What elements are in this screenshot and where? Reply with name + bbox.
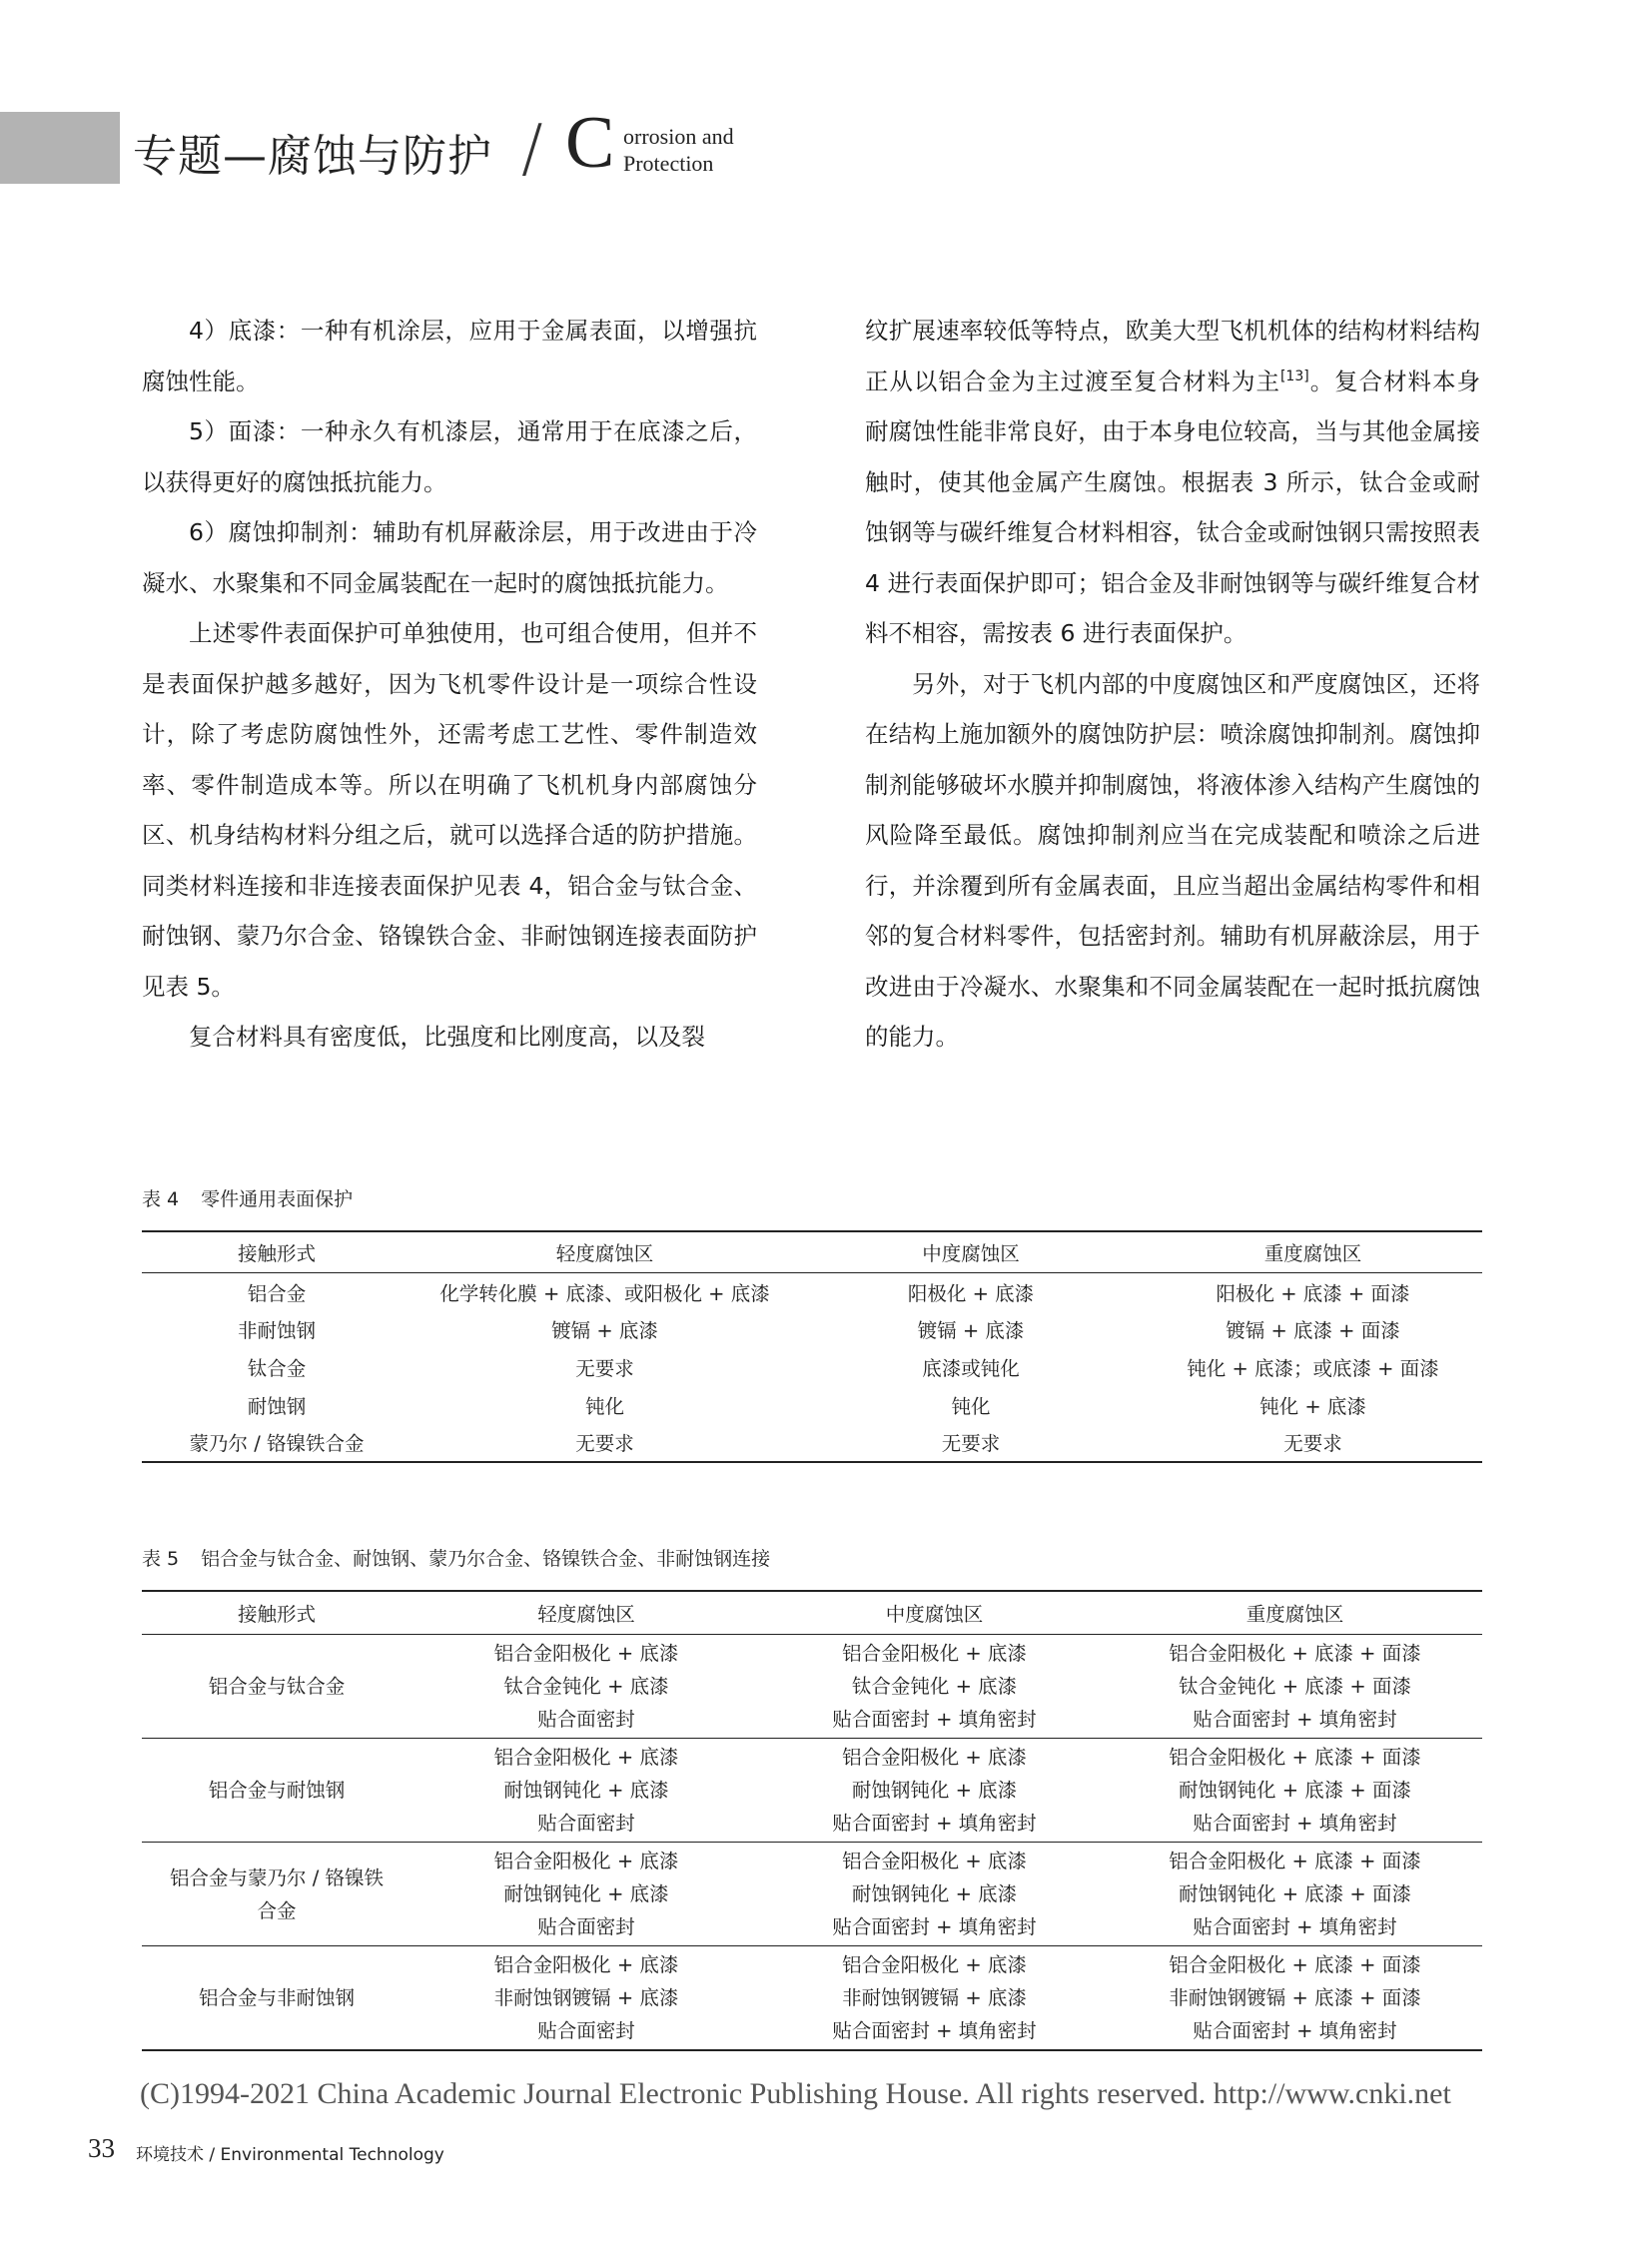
cell-line: 铝合金阳极化 + 底漆 [493, 1953, 679, 1976]
cell-line: 非耐蚀钢镀镉 + 底漆 [842, 1986, 1027, 2009]
table-cell [761, 1739, 1108, 1843]
column-header: 重度腐蚀区 [1108, 1591, 1482, 1635]
table5-caption [142, 1544, 770, 1571]
table-row [142, 1273, 1482, 1311]
table-row [142, 1386, 1482, 1424]
table-row [142, 1946, 1482, 2051]
table5 [142, 1590, 1482, 2051]
table-header-row [142, 1591, 1482, 1635]
citation-ref[interactable]: [13] [1279, 368, 1309, 384]
table-cell: 底漆或钝化 [922, 1356, 1020, 1380]
table-cell [761, 1843, 1108, 1946]
table-title: 零件通用表面保护 [201, 1188, 354, 1210]
table-cell: 无要求 [575, 1356, 634, 1380]
cell-line: 铝合金阳极化 + 底漆 [493, 1642, 679, 1665]
title-initial-letter: C [565, 102, 615, 184]
text: 。复合材料本身耐腐蚀性能非常良好，由于本身电位较高，当与其他金属接触时，使其他金属产生腐蚀。根据表 3 所示，钛合金或耐蚀钢等与碳纤维复合材料相容，钛合金或耐蚀钢只需按照表 4 进行表面保护即可；铝合金及非耐蚀钢等与碳纤维复合材料不相容，需按表 6 进行表面保护。 [865, 367, 1480, 647]
table-cell [1108, 1946, 1482, 2051]
table-row [142, 1348, 1482, 1386]
right-column [865, 306, 1480, 1063]
column-header: 轻度腐蚀区 [412, 1591, 761, 1635]
table-cell: 阳极化 + 底漆 [907, 1281, 1035, 1305]
cell-line: 铝合金阳极化 + 底漆 + 面漆 [1169, 1746, 1421, 1769]
cell-line: 耐蚀钢钝化 + 底漆 [851, 1882, 1018, 1905]
column-header: 重度腐蚀区 [1144, 1231, 1482, 1273]
table-cell [761, 1635, 1108, 1739]
table-cell [412, 1739, 761, 1843]
paragraph: 4）底漆：一种有机涂层，应用于金属表面，以增强抗腐蚀性能。 [142, 317, 757, 395]
table-row [142, 1739, 1482, 1843]
title-english-line1: orrosion and [623, 124, 734, 149]
table-cell: 钛合金 [247, 1356, 307, 1380]
cell-line: 铝合金阳极化 + 底漆 + 面漆 [1169, 1850, 1421, 1872]
text: 纹扩展速率较低等特点，欧美大型飞机机体的结构材料结构正从以铝合金为主过渡至复合材料为主 [865, 317, 1480, 395]
header-gray-block [0, 112, 120, 184]
table-title: 铝合金与钛合金、耐蚀钢、蒙乃尔合金、铬镍铁合金、非耐蚀钢连接 [201, 1548, 771, 1570]
column-header: 中度腐蚀区 [798, 1231, 1144, 1273]
table-cell [412, 1946, 761, 2051]
cell-line: 贴合面密封 + 填角密封 [832, 1915, 1037, 1938]
cell-line: 贴合面密封 + 填角密封 [1193, 1915, 1397, 1938]
table-cell: 钝化 [951, 1394, 991, 1418]
cell-line: 铝合金与蒙乃尔 / 铬镍铁 [170, 1866, 384, 1889]
cell-line: 铝合金阳极化 + 底漆 [842, 1642, 1027, 1665]
cell-line: 铝合金阳极化 + 底漆 [842, 1746, 1027, 1769]
paragraph: 上述零件表面保护可单独使用，也可组合使用，但并不是表面保护越多越好，因为飞机零件设计是一项综合性设计，除了考虑防腐蚀性外，还需考虑工艺性、零件制造效率、零件制造成本等。所以在明确了飞机机身内部腐蚀分区、机身结构材料分组之后，就可以选择合适的防护措施。同类材料连接和非连接表面保护见表 4，铝合金与钛合金、耐蚀钢、蒙乃尔合金、铬镍铁合金、非耐蚀钢连接表面防护见表 5。 [142, 619, 757, 1001]
table-cell: 耐蚀钢 [247, 1394, 307, 1418]
cell-line: 耐蚀钢钝化 + 底漆 [503, 1882, 669, 1905]
table-cell: 镀镉 + 底漆 [917, 1319, 1025, 1343]
cell-line: 铝合金阳极化 + 底漆 + 面漆 [1169, 1642, 1421, 1665]
journal-name: 环境技术 / Environmental Technology [136, 2145, 444, 2165]
table-header-row [142, 1231, 1482, 1273]
paragraph: 另外，对于飞机内部的中度腐蚀区和严度腐蚀区，还将在结构上施加额外的腐蚀防护层：喷涂腐蚀抑制剂。腐蚀抑制剂能够破坏水膜并抑制腐蚀，将液体渗入结构产生腐蚀的风险降至最低。腐蚀抑制剂应当在完成装配和喷涂之后进行，并涂覆到所有金属表面，且应当超出金属结构零件和相邻的复合材料零件，包括密封剂。辅助有机屏蔽涂层，用于改进由于冷凝水、水聚集和不同金属装配在一起时抵抗腐蚀的能力。 [865, 669, 1480, 1051]
table-row [142, 1423, 1482, 1462]
table-cell: 化学转化膜 + 底漆、或阳极化 + 底漆 [439, 1281, 770, 1305]
table-cell: 镀镉 + 底漆 + 面漆 [1226, 1319, 1400, 1343]
table-cell [1108, 1843, 1482, 1946]
table-cell [142, 1739, 412, 1843]
table-cell: 镀镉 + 底漆 [551, 1319, 658, 1343]
table-cell [142, 1843, 412, 1946]
table-label: 表 4 [142, 1188, 180, 1210]
table-cell [761, 1946, 1108, 2051]
cell-line: 非耐蚀钢镀镉 + 底漆 + 面漆 [1169, 1986, 1421, 2009]
table-cell: 非耐蚀钢 [237, 1319, 316, 1343]
title-separator: / [521, 112, 543, 186]
title-english-line2: Protection [623, 151, 714, 176]
table-cell [142, 1635, 412, 1739]
paragraph: 复合材料具有密度低，比强度和比刚度高，以及裂 [189, 1023, 705, 1051]
table4-caption [142, 1184, 353, 1211]
cell-line: 合金 [257, 1898, 297, 1922]
page-number: 33 [88, 2133, 115, 2163]
cell-line: 铝合金与耐蚀钢 [208, 1779, 346, 1802]
table-cell: 无要求 [941, 1432, 1001, 1456]
cell-line: 铝合金与钛合金 [208, 1675, 346, 1698]
cell-line: 贴合面密封 [537, 2019, 635, 2042]
cell-line: 贴合面密封 + 填角密封 [1193, 2019, 1397, 2042]
cell-line: 贴合面密封 + 填角密封 [832, 2019, 1037, 2042]
cell-line: 铝合金阳极化 + 底漆 + 面漆 [1169, 1953, 1421, 1976]
cell-line: 铝合金阳极化 + 底漆 [842, 1850, 1027, 1872]
section-title: 专题—腐蚀与防护 [133, 131, 492, 182]
column-header: 接触形式 [142, 1231, 412, 1273]
cell-line: 贴合面密封 + 填角密封 [1193, 1812, 1397, 1835]
cell-line: 铝合金阳极化 + 底漆 [842, 1953, 1027, 1976]
table-cell [412, 1843, 761, 1946]
table4 [142, 1230, 1482, 1463]
column-header: 中度腐蚀区 [761, 1591, 1108, 1635]
cell-line: 贴合面密封 + 填角密封 [1193, 1708, 1397, 1731]
left-column [142, 306, 757, 1063]
table-cell [142, 1946, 412, 2051]
cell-line: 铝合金与非耐蚀钢 [198, 1986, 355, 2009]
table-cell: 阳极化 + 底漆 + 面漆 [1216, 1281, 1410, 1305]
cell-line: 铝合金阳极化 + 底漆 [493, 1746, 679, 1769]
cell-line: 耐蚀钢钝化 + 底漆 [851, 1779, 1018, 1802]
table-cell: 无要求 [1283, 1432, 1342, 1456]
cell-line: 贴合面密封 + 填角密封 [832, 1708, 1037, 1731]
table-cell: 蒙乃尔 / 铬镍铁合金 [189, 1432, 365, 1456]
table-row [142, 1635, 1482, 1739]
table-cell [1108, 1635, 1482, 1739]
cell-line: 铝合金阳极化 + 底漆 [493, 1850, 679, 1872]
cell-line: 耐蚀钢钝化 + 底漆 [503, 1779, 669, 1802]
table-cell: 钝化 + 底漆；或底漆 + 面漆 [1187, 1356, 1439, 1380]
table-cell [412, 1635, 761, 1739]
table-cell: 无要求 [575, 1432, 634, 1456]
cell-line: 钛合金钝化 + 底漆 [851, 1675, 1018, 1698]
cell-line: 耐蚀钢钝化 + 底漆 + 面漆 [1179, 1779, 1411, 1802]
cell-line: 贴合面密封 [537, 1915, 635, 1938]
table-row [142, 1843, 1482, 1946]
paragraph [865, 306, 1480, 659]
table-label: 表 5 [142, 1548, 180, 1570]
copyright-notice: (C)1994-2021 China Academic Journal Electronic Publishing House. All rights reserved. http://www.cnki.net [140, 2077, 1451, 2110]
table-cell: 钝化 + 底漆 [1259, 1394, 1366, 1418]
table-cell: 钝化 [584, 1394, 624, 1418]
cell-line: 贴合面密封 [537, 1812, 635, 1835]
paragraph: 6）腐蚀抑制剂：辅助有机屏蔽涂层，用于改进由于冷凝水、水聚集和不同金属装配在一起时的腐蚀抵抗能力。 [142, 518, 757, 597]
table-row [142, 1311, 1482, 1349]
table-cell: 铝合金 [247, 1281, 307, 1305]
cell-line: 非耐蚀钢镀镉 + 底漆 [493, 1986, 679, 2009]
cell-line: 耐蚀钢钝化 + 底漆 + 面漆 [1179, 1882, 1411, 1905]
cell-line: 贴合面密封 + 填角密封 [832, 1812, 1037, 1835]
table-cell [1108, 1739, 1482, 1843]
column-header: 接触形式 [142, 1591, 412, 1635]
cell-line: 贴合面密封 [537, 1708, 635, 1731]
cell-line: 钛合金钝化 + 底漆 + 面漆 [1179, 1675, 1411, 1698]
cell-line: 钛合金钝化 + 底漆 [503, 1675, 669, 1698]
column-header: 轻度腐蚀区 [412, 1231, 798, 1273]
paragraph: 5）面漆：一种永久有机漆层，通常用于在底漆之后，以获得更好的腐蚀抵抗能力。 [142, 417, 757, 496]
